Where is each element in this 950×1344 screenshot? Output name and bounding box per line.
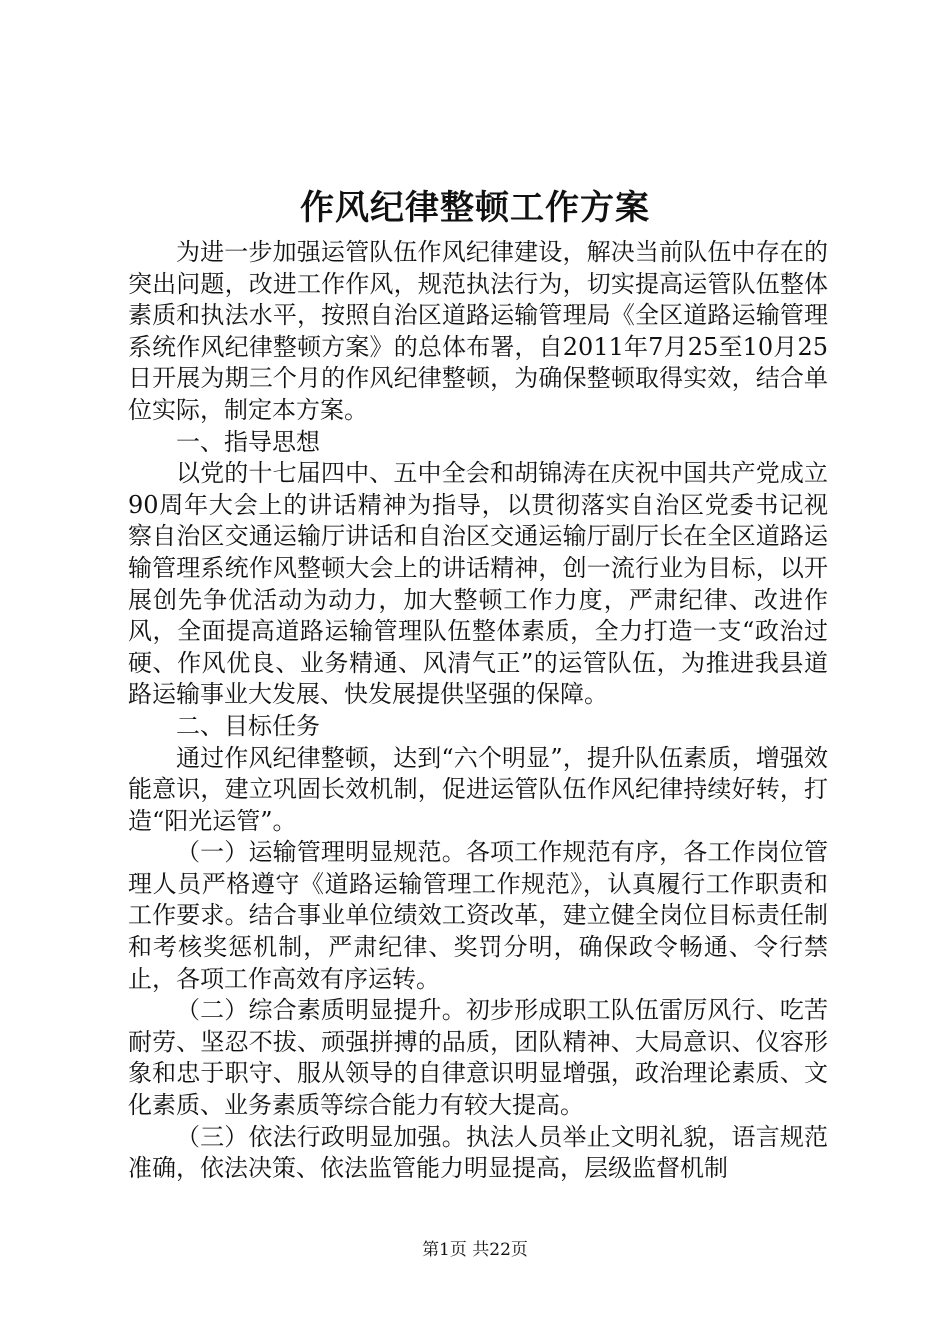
section-heading-guiding-ideology: 一、指导思想 <box>176 427 320 456</box>
page-footer: 第1页 共22页 <box>422 1240 528 1260</box>
paragraph-item-3: （三）依法行政明显加强。执法人员举止文明礼貌，语言规范准确，依法决策、依法监管能力明显提高，层级监督机制 <box>128 1122 828 1183</box>
paragraph-goals: 通过作风纪律整顿，达到“六个明显”，提升队伍素质，增强效能意识，建立巩固长效机制，促进运管队伍作风纪律持续好转，打造“阳光运管”。 <box>128 743 828 835</box>
paragraph-intro: 为进一步加强运管队伍作风纪律建设，解决当前队伍中存在的突出问题，改进工作作风，规范执法行为，切实提高运管队伍整体素质和执法水平，按照自治区道路运输管理局《全区道路运输管理系统作风纪律整顿方案》的总体布署，自2011年7月25至10月25日开展为期三个月的作风纪律整顿，为确保整顿取得实效，结合单位实际，制定本方案。 <box>128 238 828 424</box>
paragraph-item-2: （二）综合素质明显提升。初步形成职工队伍雷厉风行、吃苦耐劳、坚忍不拔、顽强拼搏的品质，团队精神、大局意识、仪容形象和忠于职守、服从领导的自律意识明显增强，政治理论素质、文化素质、业务素质等综合能力有较大提高。 <box>128 996 828 1120</box>
section-heading-goals: 二、目标任务 <box>176 711 320 740</box>
document-title: 作风纪律整顿工作方案 <box>300 188 650 228</box>
paragraph-guiding-ideology: 以党的十七届四中、五中全会和胡锦涛在庆祝中国共产党成立90周年大会上的讲话精神为指导，以贯彻落实自治区党委书记视察自治区交通运输厅讲话和自治区交通运输厅副厅长在全区道路运输管理系统作风整顿大会上的讲话精神，创一流行业为目标，以开展创先争优活动为动力，加大整顿工作力度，严肃纪律、改进作风，全面提高道路运输管理队伍整体素质，全力打造一支“政治过硬、作风优良、业务精通、风清气正”的运管队伍，为推进我县道路运输事业大发展、快发展提供坚强的保障。 <box>128 459 828 709</box>
document-body <box>128 237 828 1185</box>
paragraph-item-1: （一）运输管理明显规范。各项工作规范有序，各工作岗位管理人员严格遵守《道路运输管理工作规范》，认真履行工作职责和工作要求。结合事业单位绩效工资改革，建立健全岗位目标责任制和考核奖惩机制，严肃纪律、奖罚分明，确保政令畅通、令行禁止，各项工作高效有序运转。 <box>128 838 828 993</box>
